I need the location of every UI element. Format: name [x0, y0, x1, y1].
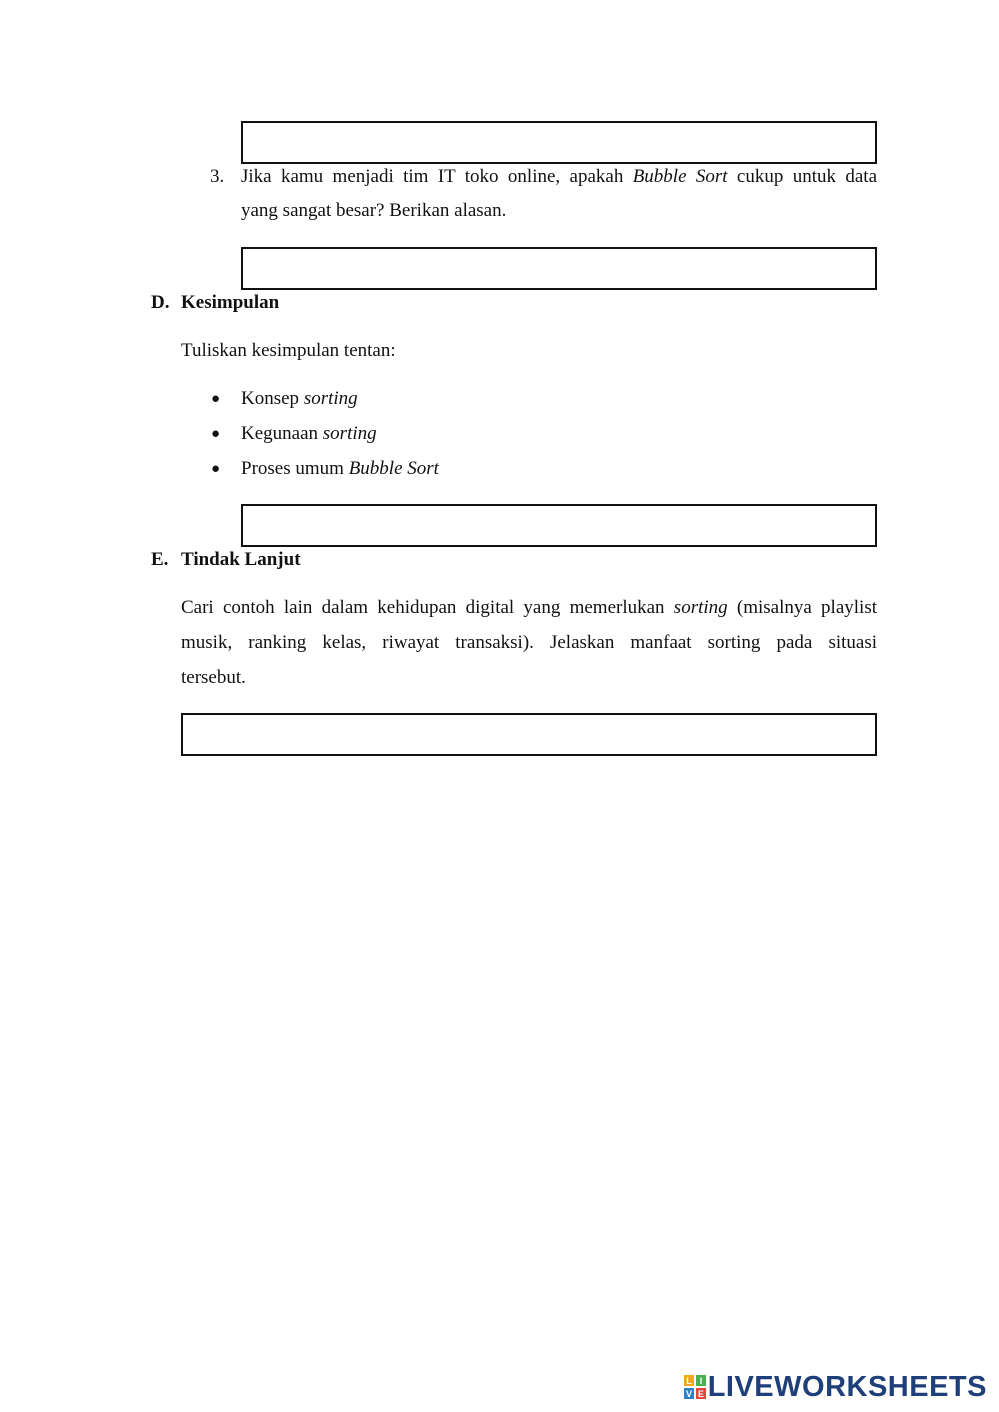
answer-box-q3[interactable] [241, 247, 877, 290]
section-e-line-1 [181, 596, 877, 620]
brand-text: LIVEWORKSHEETS [707, 1370, 987, 1403]
logo-letter-e: E [697, 1389, 704, 1399]
answer-box-tindak-lanjut[interactable] [181, 713, 877, 756]
section-d-title: Kesimpulan [181, 292, 280, 313]
question-3-text-a: Jika kamu menjadi tim IT toko online, apakah [241, 166, 633, 187]
question-3-line-2: yang sangat besar? Berikan alasan. [241, 200, 507, 221]
section-d-letter: D. [151, 292, 170, 313]
answer-box-q2[interactable] [241, 121, 877, 164]
question-3-text-b: cukup untuk data [727, 166, 877, 187]
section-e-letter: E. [151, 549, 169, 570]
liveworksheets-brand [684, 1372, 987, 1402]
section-d-intro: Tuliskan kesimpulan tentan: [181, 340, 396, 361]
bullet-item-2 [241, 422, 377, 446]
bullet-2-italic: sorting [322, 423, 377, 444]
section-e-text-a: Cari contoh lain dalam kehidupan digital yang memerlukan [181, 597, 674, 618]
bullet-item-1 [241, 387, 358, 411]
bullet-3-icon: ● [211, 461, 221, 477]
section-e-line-2: musik, ranking kelas, riwayat transaksi). Jelaskan manfaat sorting pada situasi [181, 632, 877, 653]
logo-letter-l: L [685, 1376, 692, 1386]
bullet-1-text: Konsep [241, 388, 304, 409]
question-3-number: 3. [210, 166, 225, 187]
bullet-item-3 [241, 457, 439, 481]
bullet-2-icon: ● [211, 426, 221, 442]
section-e-line-3: tersebut. [181, 667, 246, 688]
section-e-title: Tindak Lanjut [181, 549, 301, 570]
section-e-italic: sorting [673, 597, 728, 618]
bullet-3-italic: Bubble Sort [348, 458, 439, 479]
question-3-line-1 [241, 165, 877, 189]
question-3-italic: Bubble Sort [632, 166, 728, 187]
liveworksheets-logo-icon [684, 1375, 706, 1399]
bullet-1-icon: ● [211, 391, 221, 407]
logo-letter-i: I [699, 1376, 702, 1386]
bullet-1-italic: sorting [303, 388, 358, 409]
bullet-3-text: Proses umum [241, 458, 349, 479]
bullet-2-text: Kegunaan [241, 423, 323, 444]
section-e-text-b: (misalnya playlist [727, 597, 877, 618]
logo-letter-v: V [685, 1389, 692, 1399]
answer-box-kesimpulan[interactable] [241, 504, 877, 547]
